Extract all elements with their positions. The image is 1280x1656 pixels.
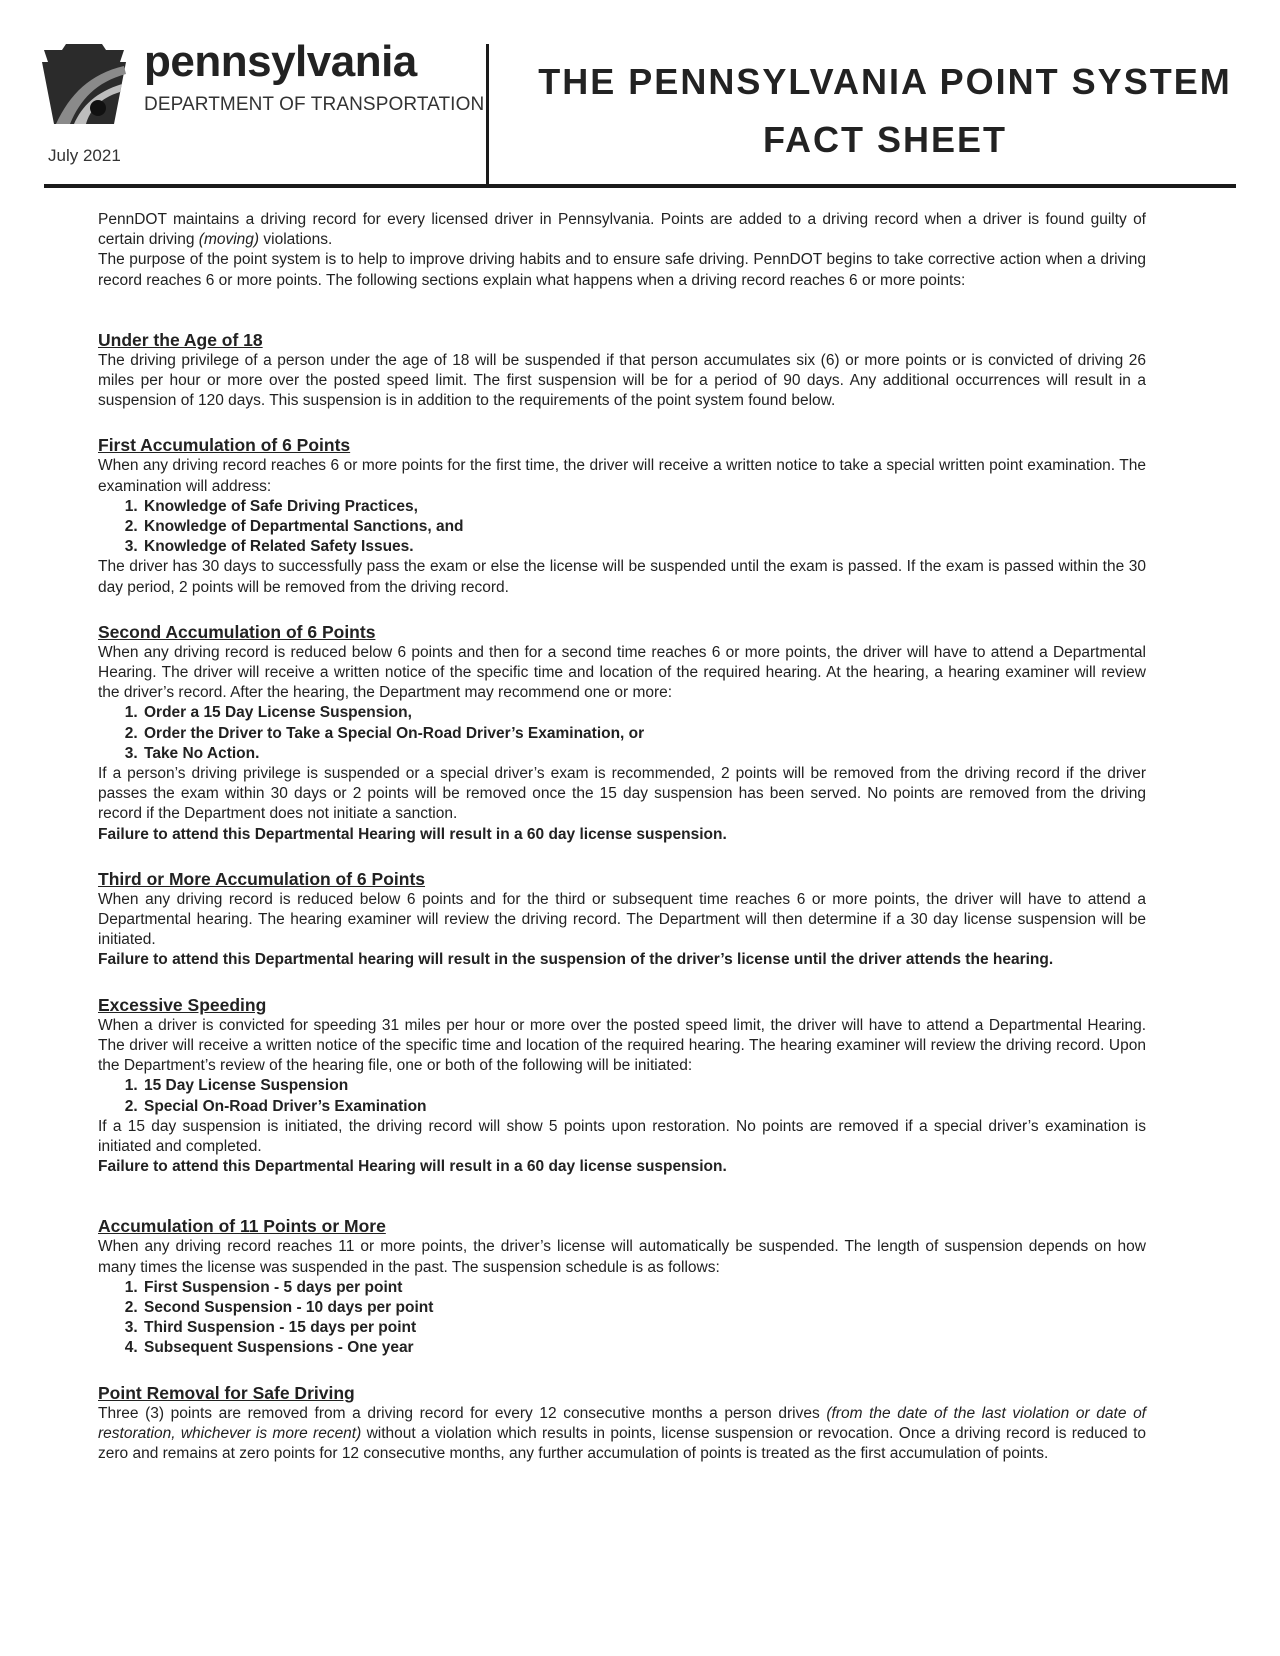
section-text: The driving privilege of a person under the age of 18 will be suspended if that person accumulates six (6) or more points or is convicted of driving 26 miles per hour or more over the posted speed limit. The first suspension will be for a period of 90 days. Any additional occurrences will result in a suspension of 120 days. This suspension is in addition to the requirements of the point system found below. xyxy=(98,351,1146,410)
section-heading: Second Accumulation of 6 Points xyxy=(98,621,376,642)
list-item: 1. 15 Day License Suspension xyxy=(142,1076,1146,1096)
list-item: 1. Order a 15 Day License Suspension, xyxy=(142,703,1146,723)
section-text: When a driver is convicted for speeding 31 miles per hour or more over the posted speed limit, the driver will have to attend a Departmental Hearing. The driver will receive a written notice of the specific time and location of the required hearing. The hearing examiner will review the driving record. Upon the Department’s review of the hearing file, one or both of the following will be initiated: xyxy=(98,1016,1146,1075)
section-text: If a person’s driving privilege is suspended or a special driver’s exam is recommended, 2 points will be removed from the driving record if the driver passes the exam within 30 days or 2 points will be removed once the 15 day suspension has been served. No points are removed from the driving record if the Department does not initiate a sanction. xyxy=(98,765,1146,823)
warning-text: Failure to attend this Departmental hearing will result in the suspension of the driver’s license until the driver attends the hearing. xyxy=(98,951,1054,969)
section-text: When any driving record is reduced below 6 points and then for a second time reaches 6 or more points, the driver will have to attend a Departmental Hearing. The driver will receive a written notice of the specific time and location of the required hearing. At the hearing, a hearing examiner will review the driver’s record. After the hearing, the Department may recommend one or more: xyxy=(98,643,1146,702)
section-heading: First Accumulation of 6 Points xyxy=(98,435,351,456)
list-item: 1. Knowledge of Safe Driving Practices, xyxy=(142,497,1146,517)
numbered-list xyxy=(98,1278,1146,1359)
section-point-removal xyxy=(98,1382,1146,1465)
section-third-accumulation xyxy=(98,868,1146,971)
list-item: 2. Knowledge of Departmental Sanctions, and xyxy=(142,517,1146,537)
section-heading: Point Removal for Safe Driving xyxy=(98,1382,355,1403)
section-eleven-points xyxy=(98,1215,1146,1358)
header-divider-vertical xyxy=(486,44,489,184)
list-item: 2. Order the Driver to Take a Special On-Road Driver’s Examination, or xyxy=(142,724,1146,744)
section-under-18 xyxy=(98,329,1146,412)
section-text: When any driving record is reduced below 6 points and for the third or subsequent time reaches 6 or more points, the driver will have to attend a Departmental hearing. The hearing examiner will review the driving record. The Department will then determine if a 30 day license suspension will be initiated. xyxy=(98,890,1146,949)
section-text: Three (3) points are removed from a driving record for every 12 consecutive months a person drives (from the date of the last violation or date of restoration, whichever is more recent) without a violation which results in points, license suspension or revocation. Once a driving record is reduced to zero and remains at zero points for 12 consecutive months, any further accumulation of points is treated as the first accumulation of points. xyxy=(98,1404,1146,1462)
brand-name: pennsylvania xyxy=(144,37,417,86)
section-heading: Under the Age of 18 xyxy=(98,329,263,350)
section-first-accumulation xyxy=(98,434,1146,597)
list-item: 2. Special On-Road Driver’s Examination xyxy=(142,1097,1146,1117)
list-item: 3. Knowledge of Related Safety Issues. xyxy=(142,537,1146,557)
page-title: THE PENNSYLVANIA POINT SYSTEM xyxy=(538,61,1232,102)
document-body xyxy=(98,210,1146,1464)
keystone-logo-icon xyxy=(40,44,128,124)
numbered-list xyxy=(98,1076,1146,1116)
section-text: When any driving record reaches 11 or more points, the driver’s license will automatically be suspended. The length of suspension depends on how many times the license was suspended in the past. The suspension schedule is as follows: xyxy=(98,1238,1146,1276)
warning-text: Failure to attend this Departmental Hearing will result in a 60 day license suspension. xyxy=(98,825,727,843)
section-second-accumulation xyxy=(98,621,1146,845)
publication-date: July 2021 xyxy=(48,146,121,165)
section-text: The driver has 30 days to successfully pass the exam or else the license will be suspended until the exam is passed. If the exam is passed within the 30 day period, 2 points will be removed from the driving record. xyxy=(98,558,1146,596)
list-item: 3. Third Suspension - 15 days per point xyxy=(142,1318,1146,1338)
page-subtitle: FACT SHEET xyxy=(762,119,1007,160)
list-item: 1. First Suspension - 5 days per point xyxy=(142,1278,1146,1298)
numbered-list xyxy=(98,703,1146,764)
list-item: 4. Subsequent Suspensions - One year xyxy=(142,1338,1146,1358)
header-divider-horizontal xyxy=(44,184,1236,188)
header xyxy=(0,0,1280,190)
intro-paragraph-1: PennDOT maintains a driving record for every licensed driver in Pennsylvania. Points are added to a driving record when a driver is found guilty of certain driving (moving) violations. xyxy=(98,211,1146,249)
section-excessive-speeding xyxy=(98,994,1146,1178)
section-heading: Excessive Speeding xyxy=(98,994,267,1015)
section-heading: Accumulation of 11 Points or More xyxy=(98,1216,386,1237)
numbered-list xyxy=(98,497,1146,558)
list-item: 3. Take No Action. xyxy=(142,744,1146,764)
section-text: If a 15 day suspension is initiated, the driving record will show 5 points upon restoration. No points are removed if a special driver’s examination is initiated and completed. xyxy=(98,1117,1146,1155)
section-heading: Third or More Accumulation of 6 Points xyxy=(98,868,426,889)
intro-paragraph-2: The purpose of the point system is to help to improve driving habits and to ensure safe driving. PennDOT begins to take corrective action when a driving record reaches 6 or more points. The following sections explain what happens when a driving record reaches 6 or more points: xyxy=(98,251,1146,289)
department-name: DEPARTMENT OF TRANSPORTATION xyxy=(144,94,485,115)
list-item: 2. Second Suspension - 10 days per point xyxy=(142,1298,1146,1318)
section-text: When any driving record reaches 6 or more points for the first time, the driver will receive a written notice to take a special written point examination. The examination will address: xyxy=(98,457,1146,495)
warning-text: Failure to attend this Departmental Hearing will result in a 60 day license suspension. xyxy=(98,1158,727,1176)
